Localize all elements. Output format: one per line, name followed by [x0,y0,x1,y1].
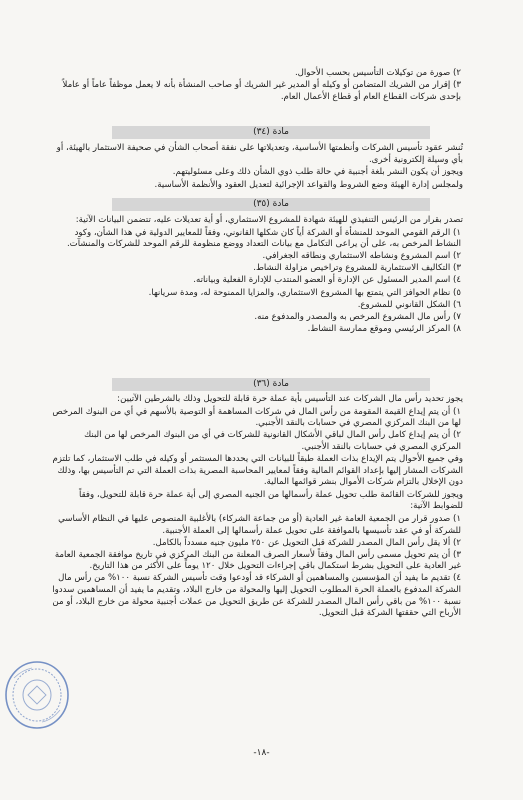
list-item: ٤) تقديم ما يفيد أن المؤسسين والمساهمين أو الشركاء قد أودعوا وقت تأسيس الشركة نسبة ١٠٠% من رأس مال الشركة المدفوع بالعملة الحرة المطلوب التحويل إليها والمحولة من خارج البلاد، وتقديم ما يفيد أن المساهمين سددوا نسبة ١٠٠% من باقي رأس المال المصدر للشركة عن طريق التحويل من عملات أجنبية محولة من خارج البلاد، أو من الأرباح التي حققتها الشركة قبل التحويل. [52,573,461,619]
paragraph: وفي جميع الأحوال يتم الإيداع بذات العملة طبقاً للبيانات التي يحددها المستثمر أو وكيله في طلب الاستثمار، كما تلتزم الشركات المشار إليها بإعداد القوائم المالية وفقاً لمعايير المحاسبة المصرية بذات العملة التي تم التأسيس بها، وذلك دون الإخلال بالتزام شركات الأموال بنشر قوائمها المالية. [52,453,463,488]
list-item: ٣) التكاليف الاستثمارية للمشروع وتراخيص مزاولة النشاط. [253,263,461,274]
list-item: ٤) اسم المدير المسئول عن الإدارة أو العضو المنتدب للإدارة الفعلية وبياناته. [193,275,461,286]
list-item: ٢) اسم المشروع ونشاطه الاستثماري ونطاقه الجغرافي. [262,251,461,262]
list-item: ٧) رأس مال المشروع المرخص به والمصدر والمدفوع منه. [254,311,461,322]
article-34-body [52,143,463,192]
list-item: ٢) ألا يقل رأس المال المصدر للشركة قبل التحويل عن ٢٥٠ مليون جنيه مسدداً بالكامل. [152,537,461,548]
list-item: ٢) صورة من توكيلات التأسيس بحسب الأحوال. [294,68,461,78]
intro-items-block [52,68,463,104]
article-35-body [52,215,463,336]
list-item: ٢) أن يتم إيداع كامل رأس المال لباقي الأشكال القانونية للشركات في أي من البنوك المرخص لها من البنك المركزي المصري في حسابات بالنقد الأجنبي. [84,430,461,452]
list-item: ٨) المركز الرئيسي وموقع ممارسة النشاط. [307,323,461,334]
paragraph: ولمجلس إدارة الهيئة وضع الشروط والقواعد الإجرائية لتعديل العقود والأنظمة الأساسية. [154,179,463,190]
article-35-heading: مادة (٣٥) [112,198,430,211]
paragraph: ويجوز أن يكون النشر بلغة أجنبية في حالة طلب ذوي الشأن ذلك وعلى مسئوليتهم. [172,167,463,178]
list-item: ١) صدور قرار من الجمعية العامة غير العادية (أو من جماعة الشركاء) بالأغلبية المنصوص عليها في النظام الأساسي للشركة أو في عقد تأسيسها بالموافقة على تحويل عملة رأسمالها إلى العملة الأجنبية. [58,513,461,536]
page-number: -١٨- [253,748,270,758]
article-34-heading: مادة (٣٤) [112,126,430,139]
paragraph: تصدر بقرار من الرئيس التنفيذي للهيئة شهادة للمشروع الاستثماري، أو أية تعديلات عليه، تتضمن البيانات الآتية: [75,215,463,225]
paragraph: يجوز تحديد رأس مال الشركات عند التأسيس بأية عملة حرة قابلة للتحويل وذلك بالشرطين الآتيين: [117,394,463,404]
paragraph: ويجوز للشركات القائمة طلب تحويل عملة رأسمالها من الجنيه المصري إلى أية عملة حرة قابلة للتحويل، وفقاً للضوابط الآتية: [78,489,463,512]
article-36-heading: مادة (٣٦) [112,378,430,391]
paragraph: تُنشر عقود تأسيس الشركات وأنظمتها الأساسية، وتعديلاتها على نفقة أصحاب الشأن في صحيفة الاستثمار بالهيئة، أو بأي وسيلة إلكترونية أخرى. [56,143,463,165]
list-item: ٦) الشكل القانوني للمشروع. [357,299,461,310]
list-item: ٣) إقرار من الشريك المتضامن أو وكيله أو المدير غير الشريك أو صاحب المنشأة بأنه لا يعمل موظفاً عاماً أو عاملاً بإحدى شركات القطاع العام أو قطاع الأعمال العام. [62,80,461,102]
list-item: ١) الرقم القومي الموحد للمنشأة أو الشركة أياً كان شكلها القانوني، وفقاً للمعايير الدولية في هذا الشأن، وكود النشاط المرخص به، على أن يراعى التكامل مع بيانات التعداد ووضع منظومة للرقم الموحد للشركات والمنشآت. [66,227,461,250]
list-item: ٣) أن يتم تحويل مسمى رأس المال وفقاً لأسعار الصرف المعلنة من البنك المركزي في تاريخ موافقة الجمعية العامة غير العادية على التحويل بشرط استكمال باقي إجراءات التحويل خلال ١٢٠ يوماً على الأكثر من هذا التاريخ. [54,549,461,572]
article-36-body [52,394,463,620]
official-stamp-icon [2,658,72,732]
list-item: ١) أن يتم إيداع القيمة المقومة من رأس المال في شركات المساهمة أو التوصية بالأسهم في أي من البنوك المرخص لها من البنك المركزي المصري في حسابات بالنقد الأجنبي. [52,406,461,429]
list-item: ٥) نظام الحوافز التي يتمتع بها المشروع الاستثماري، والمزايا الممنوحة له، ومدة سريانها. [148,287,461,298]
